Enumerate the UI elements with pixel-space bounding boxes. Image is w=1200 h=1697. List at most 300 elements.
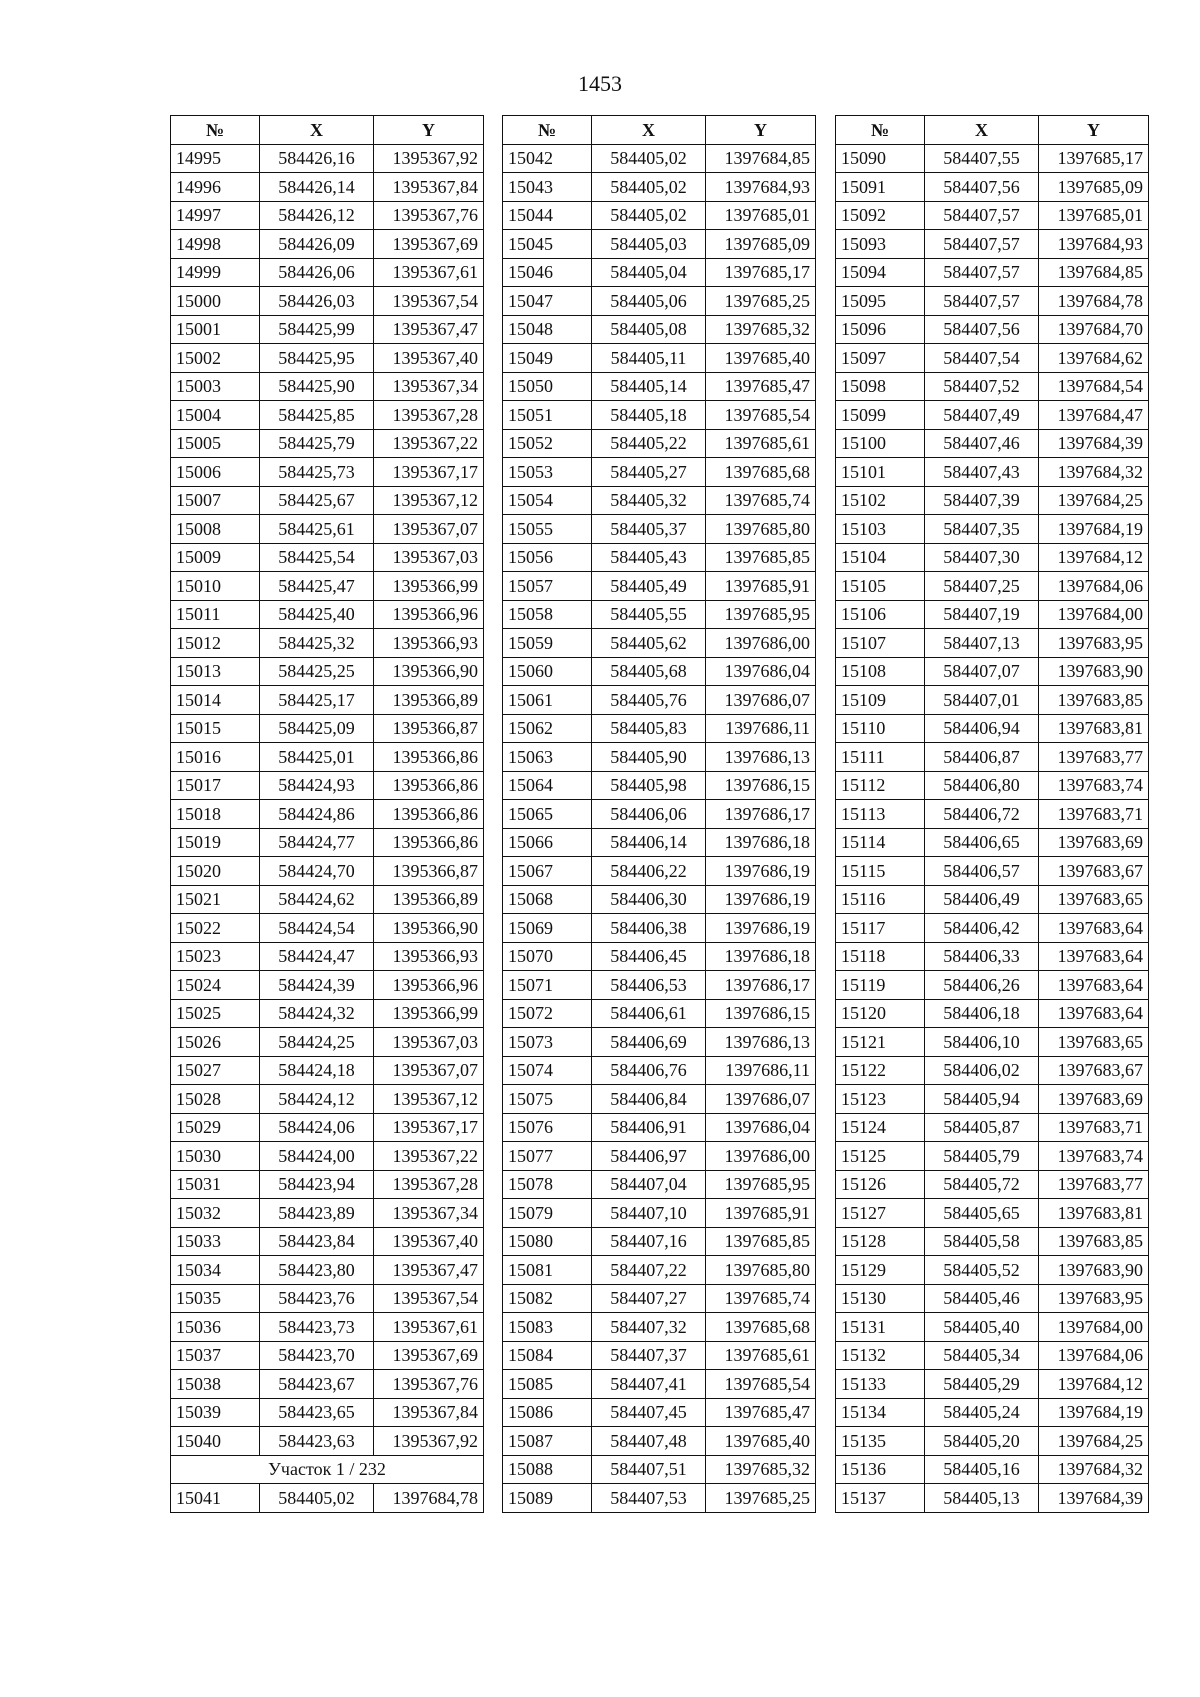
- x-coordinate-cell: 584407,22: [592, 1256, 706, 1285]
- table-row: [503, 714, 816, 743]
- x-coordinate-cell: 584426,09: [260, 230, 374, 259]
- x-coordinate-cell: 584405,52: [925, 1256, 1039, 1285]
- y-coordinate-cell: 1397684,19: [1039, 515, 1149, 544]
- y-coordinate-cell: 1395367,69: [374, 1341, 484, 1370]
- x-coordinate-cell: 584424,12: [260, 1085, 374, 1114]
- point-number-cell: 15050: [503, 372, 592, 401]
- x-coordinate-cell: 584405,32: [592, 486, 706, 515]
- table-row: [171, 372, 484, 401]
- y-coordinate-cell: 1397684,06: [1039, 1341, 1149, 1370]
- table-row: [171, 258, 484, 287]
- header-x: X: [925, 116, 1039, 145]
- x-coordinate-cell: 584424,77: [260, 828, 374, 857]
- point-number-cell: 15077: [503, 1142, 592, 1171]
- point-number-cell: 15133: [836, 1370, 925, 1399]
- y-coordinate-cell: 1397685,25: [706, 1484, 816, 1513]
- point-number-cell: 15041: [171, 1484, 260, 1513]
- point-number-cell: 15002: [171, 344, 260, 373]
- point-number-cell: 15072: [503, 999, 592, 1028]
- y-coordinate-cell: 1397684,00: [1039, 600, 1149, 629]
- point-number-cell: 15020: [171, 857, 260, 886]
- point-number-cell: 15012: [171, 629, 260, 658]
- table-row: [503, 914, 816, 943]
- table-row: [171, 1028, 484, 1057]
- y-coordinate-cell: 1397684,19: [1039, 1398, 1149, 1427]
- point-number-cell: 15058: [503, 600, 592, 629]
- point-number-cell: 15118: [836, 942, 925, 971]
- point-number-cell: 15017: [171, 771, 260, 800]
- point-number-cell: 15108: [836, 657, 925, 686]
- x-coordinate-cell: 584423,63: [260, 1427, 374, 1456]
- y-coordinate-cell: 1397684,47: [1039, 401, 1149, 430]
- table-row: [836, 372, 1149, 401]
- table-row: [836, 1085, 1149, 1114]
- y-coordinate-cell: 1397685,95: [706, 600, 816, 629]
- y-coordinate-cell: 1395366,99: [374, 999, 484, 1028]
- x-coordinate-cell: 584405,43: [592, 543, 706, 572]
- point-number-cell: 15074: [503, 1056, 592, 1085]
- x-coordinate-cell: 584405,40: [925, 1313, 1039, 1342]
- point-number-cell: 15004: [171, 401, 260, 430]
- x-coordinate-cell: 584406,33: [925, 942, 1039, 971]
- table-row: [503, 771, 816, 800]
- table-row: [171, 600, 484, 629]
- y-coordinate-cell: 1397684,70: [1039, 315, 1149, 344]
- table-row: [836, 686, 1149, 715]
- point-number-cell: 15015: [171, 714, 260, 743]
- point-number-cell: 15084: [503, 1341, 592, 1370]
- y-coordinate-cell: 1395367,34: [374, 1199, 484, 1228]
- x-coordinate-cell: 584424,32: [260, 999, 374, 1028]
- table-row: [503, 686, 816, 715]
- x-coordinate-cell: 584407,19: [925, 600, 1039, 629]
- x-coordinate-cell: 584406,02: [925, 1056, 1039, 1085]
- table-row: [171, 201, 484, 230]
- x-coordinate-cell: 584425,79: [260, 429, 374, 458]
- table-row: [171, 458, 484, 487]
- x-coordinate-cell: 584425,67: [260, 486, 374, 515]
- y-coordinate-cell: 1397683,69: [1039, 828, 1149, 857]
- x-coordinate-cell: 584407,35: [925, 515, 1039, 544]
- table-row: [171, 144, 484, 173]
- y-coordinate-cell: 1395367,84: [374, 173, 484, 202]
- x-coordinate-cell: 584407,57: [925, 258, 1039, 287]
- table-row: [171, 743, 484, 772]
- table-row: [503, 1113, 816, 1142]
- x-coordinate-cell: 584406,97: [592, 1142, 706, 1171]
- point-number-cell: 15128: [836, 1227, 925, 1256]
- y-coordinate-cell: 1397686,00: [706, 1142, 816, 1171]
- point-number-cell: 15000: [171, 287, 260, 316]
- y-coordinate-cell: 1397685,54: [706, 401, 816, 430]
- point-number-cell: 15073: [503, 1028, 592, 1057]
- point-number-cell: 15069: [503, 914, 592, 943]
- table-row: [836, 486, 1149, 515]
- x-coordinate-cell: 584407,48: [592, 1427, 706, 1456]
- point-number-cell: 15026: [171, 1028, 260, 1057]
- point-number-cell: 15090: [836, 144, 925, 173]
- y-coordinate-cell: 1397684,32: [1039, 1455, 1149, 1484]
- x-coordinate-cell: 584405,79: [925, 1142, 1039, 1171]
- y-coordinate-cell: 1397683,81: [1039, 714, 1149, 743]
- point-number-cell: 15023: [171, 942, 260, 971]
- y-coordinate-cell: 1397683,90: [1039, 657, 1149, 686]
- x-coordinate-cell: 584424,86: [260, 800, 374, 829]
- point-number-cell: 15081: [503, 1256, 592, 1285]
- y-coordinate-cell: 1397685,85: [706, 1227, 816, 1256]
- y-coordinate-cell: 1397686,13: [706, 743, 816, 772]
- x-coordinate-cell: 584423,89: [260, 1199, 374, 1228]
- x-coordinate-cell: 584407,04: [592, 1170, 706, 1199]
- coordinates-table-1: [170, 115, 484, 1513]
- x-coordinate-cell: 584424,39: [260, 971, 374, 1000]
- x-coordinate-cell: 584405,87: [925, 1113, 1039, 1142]
- table-row: [503, 629, 816, 658]
- x-coordinate-cell: 584406,45: [592, 942, 706, 971]
- table-row: [836, 1341, 1149, 1370]
- x-coordinate-cell: 584424,62: [260, 885, 374, 914]
- point-number-cell: 15068: [503, 885, 592, 914]
- x-coordinate-cell: 584405,16: [925, 1455, 1039, 1484]
- point-number-cell: 15107: [836, 629, 925, 658]
- point-number-cell: 15009: [171, 543, 260, 572]
- y-coordinate-cell: 1395366,93: [374, 629, 484, 658]
- x-coordinate-cell: 584407,07: [925, 657, 1039, 686]
- table-row: [503, 885, 816, 914]
- y-coordinate-cell: 1397685,91: [706, 572, 816, 601]
- table-row: [171, 486, 484, 515]
- x-coordinate-cell: 584405,08: [592, 315, 706, 344]
- x-coordinate-cell: 584407,25: [925, 572, 1039, 601]
- table-row: [836, 1398, 1149, 1427]
- point-number-cell: 15121: [836, 1028, 925, 1057]
- x-coordinate-cell: 584405,76: [592, 686, 706, 715]
- point-number-cell: 15093: [836, 230, 925, 259]
- point-number-cell: 15062: [503, 714, 592, 743]
- point-number-cell: 15091: [836, 173, 925, 202]
- table-row: [836, 857, 1149, 886]
- point-number-cell: 14996: [171, 173, 260, 202]
- y-coordinate-cell: 1397685,68: [706, 1313, 816, 1342]
- y-coordinate-cell: 1397685,61: [706, 429, 816, 458]
- table-row: [171, 173, 484, 202]
- y-coordinate-cell: 1397684,78: [374, 1484, 484, 1513]
- table-row: [171, 1370, 484, 1399]
- x-coordinate-cell: 584407,57: [925, 287, 1039, 316]
- point-number-cell: 15055: [503, 515, 592, 544]
- point-number-cell: 15124: [836, 1113, 925, 1142]
- table-row: [503, 372, 816, 401]
- table-row: [503, 1313, 816, 1342]
- y-coordinate-cell: 1397683,95: [1039, 629, 1149, 658]
- point-number-cell: 15035: [171, 1284, 260, 1313]
- point-number-cell: 15131: [836, 1313, 925, 1342]
- x-coordinate-cell: 584407,27: [592, 1284, 706, 1313]
- point-number-cell: 15120: [836, 999, 925, 1028]
- y-coordinate-cell: 1397685,74: [706, 1284, 816, 1313]
- y-coordinate-cell: 1397683,85: [1039, 686, 1149, 715]
- x-coordinate-cell: 584407,49: [925, 401, 1039, 430]
- table-row: [171, 287, 484, 316]
- point-number-cell: 14998: [171, 230, 260, 259]
- point-number-cell: 15043: [503, 173, 592, 202]
- table-row: [503, 857, 816, 886]
- table-row: [836, 1113, 1149, 1142]
- y-coordinate-cell: 1397684,93: [706, 173, 816, 202]
- point-number-cell: 15104: [836, 543, 925, 572]
- table-row: [171, 1056, 484, 1085]
- x-coordinate-cell: 584406,18: [925, 999, 1039, 1028]
- x-coordinate-cell: 584407,37: [592, 1341, 706, 1370]
- table-row: [836, 401, 1149, 430]
- coordinates-table-3: [835, 115, 1149, 1513]
- point-number-cell: 15082: [503, 1284, 592, 1313]
- x-coordinate-cell: 584426,06: [260, 258, 374, 287]
- x-coordinate-cell: 584425,73: [260, 458, 374, 487]
- page-number: 1453: [578, 71, 622, 96]
- point-number-cell: 15033: [171, 1227, 260, 1256]
- y-coordinate-cell: 1397685,09: [1039, 173, 1149, 202]
- x-coordinate-cell: 584425,95: [260, 344, 374, 373]
- table-row: [836, 1028, 1149, 1057]
- table-row: [171, 230, 484, 259]
- point-number-cell: 15070: [503, 942, 592, 971]
- y-coordinate-cell: 1395367,34: [374, 372, 484, 401]
- y-coordinate-cell: 1395367,76: [374, 201, 484, 230]
- point-number-cell: 15126: [836, 1170, 925, 1199]
- x-coordinate-cell: 584406,14: [592, 828, 706, 857]
- point-number-cell: 14997: [171, 201, 260, 230]
- table-row: [503, 201, 816, 230]
- table-row: [836, 515, 1149, 544]
- table-row: [836, 144, 1149, 173]
- table-row: [171, 1398, 484, 1427]
- point-number-cell: 15007: [171, 486, 260, 515]
- x-coordinate-cell: 584425,32: [260, 629, 374, 658]
- y-coordinate-cell: 1397686,15: [706, 771, 816, 800]
- y-coordinate-cell: 1397684,12: [1039, 1370, 1149, 1399]
- y-coordinate-cell: 1397686,19: [706, 885, 816, 914]
- x-coordinate-cell: 584407,16: [592, 1227, 706, 1256]
- y-coordinate-cell: 1397684,85: [1039, 258, 1149, 287]
- point-number-cell: 15134: [836, 1398, 925, 1427]
- x-coordinate-cell: 584405,72: [925, 1170, 1039, 1199]
- x-coordinate-cell: 584425,09: [260, 714, 374, 743]
- y-coordinate-cell: 1397686,04: [706, 1113, 816, 1142]
- y-coordinate-cell: 1397684,32: [1039, 458, 1149, 487]
- y-coordinate-cell: 1395367,92: [374, 144, 484, 173]
- y-coordinate-cell: 1395367,17: [374, 458, 484, 487]
- table-row: [503, 486, 816, 515]
- table-row: [503, 173, 816, 202]
- point-number-cell: 15067: [503, 857, 592, 886]
- y-coordinate-cell: 1397683,65: [1039, 885, 1149, 914]
- y-coordinate-cell: 1397686,00: [706, 629, 816, 658]
- table-row: [836, 572, 1149, 601]
- table-row: [503, 1227, 816, 1256]
- y-coordinate-cell: 1397683,64: [1039, 971, 1149, 1000]
- point-number-cell: 15057: [503, 572, 592, 601]
- table-row: [836, 429, 1149, 458]
- table-row: [503, 828, 816, 857]
- point-number-cell: 15044: [503, 201, 592, 230]
- y-coordinate-cell: 1397685,54: [706, 1370, 816, 1399]
- point-number-cell: 15111: [836, 743, 925, 772]
- y-coordinate-cell: 1397685,91: [706, 1199, 816, 1228]
- table-row: [836, 1056, 1149, 1085]
- y-coordinate-cell: 1397685,09: [706, 230, 816, 259]
- point-number-cell: 15022: [171, 914, 260, 943]
- table-row: [171, 714, 484, 743]
- point-number-cell: 15110: [836, 714, 925, 743]
- y-coordinate-cell: 1397685,47: [706, 372, 816, 401]
- point-number-cell: 15028: [171, 1085, 260, 1114]
- header-x: X: [592, 116, 706, 145]
- point-number-cell: 15101: [836, 458, 925, 487]
- table-row: [836, 600, 1149, 629]
- point-number-cell: 15094: [836, 258, 925, 287]
- point-number-cell: 15115: [836, 857, 925, 886]
- y-coordinate-cell: 1395367,07: [374, 1056, 484, 1085]
- x-coordinate-cell: 584424,00: [260, 1142, 374, 1171]
- y-coordinate-cell: 1395367,03: [374, 543, 484, 572]
- table-row: [171, 686, 484, 715]
- table-row: [171, 401, 484, 430]
- y-coordinate-cell: 1395367,03: [374, 1028, 484, 1057]
- table-row: [836, 942, 1149, 971]
- table-row: [503, 344, 816, 373]
- x-coordinate-cell: 584423,80: [260, 1256, 374, 1285]
- point-number-cell: 15047: [503, 287, 592, 316]
- y-coordinate-cell: 1397686,13: [706, 1028, 816, 1057]
- point-number-cell: 15031: [171, 1170, 260, 1199]
- x-coordinate-cell: 584424,18: [260, 1056, 374, 1085]
- header-number: №: [503, 116, 592, 145]
- x-coordinate-cell: 584405,14: [592, 372, 706, 401]
- x-coordinate-cell: 584425,25: [260, 657, 374, 686]
- table-row: [836, 1455, 1149, 1484]
- x-coordinate-cell: 584424,93: [260, 771, 374, 800]
- x-coordinate-cell: 584407,46: [925, 429, 1039, 458]
- table-row: [171, 885, 484, 914]
- point-number-cell: 15078: [503, 1170, 592, 1199]
- table-row: [836, 657, 1149, 686]
- point-number-cell: 15088: [503, 1455, 592, 1484]
- point-number-cell: 15053: [503, 458, 592, 487]
- x-coordinate-cell: 584405,27: [592, 458, 706, 487]
- x-coordinate-cell: 584407,01: [925, 686, 1039, 715]
- y-coordinate-cell: 1397686,19: [706, 914, 816, 943]
- x-coordinate-cell: 584406,10: [925, 1028, 1039, 1057]
- table-row: [503, 1370, 816, 1399]
- table-row: [171, 999, 484, 1028]
- x-coordinate-cell: 584405,98: [592, 771, 706, 800]
- point-number-cell: 15096: [836, 315, 925, 344]
- y-coordinate-cell: 1395367,28: [374, 401, 484, 430]
- x-coordinate-cell: 584405,20: [925, 1427, 1039, 1456]
- table-row: [171, 315, 484, 344]
- y-coordinate-cell: 1397683,74: [1039, 771, 1149, 800]
- y-coordinate-cell: 1395366,90: [374, 657, 484, 686]
- point-number-cell: 15030: [171, 1142, 260, 1171]
- y-coordinate-cell: 1397684,39: [1039, 1484, 1149, 1513]
- point-number-cell: 15008: [171, 515, 260, 544]
- y-coordinate-cell: 1397684,06: [1039, 572, 1149, 601]
- y-coordinate-cell: 1397684,85: [706, 144, 816, 173]
- y-coordinate-cell: 1397683,90: [1039, 1256, 1149, 1285]
- point-number-cell: 15119: [836, 971, 925, 1000]
- x-coordinate-cell: 584424,25: [260, 1028, 374, 1057]
- table-row: [503, 1085, 816, 1114]
- x-coordinate-cell: 584406,61: [592, 999, 706, 1028]
- point-number-cell: 15106: [836, 600, 925, 629]
- y-coordinate-cell: 1395366,86: [374, 800, 484, 829]
- y-coordinate-cell: 1397685,61: [706, 1341, 816, 1370]
- table-row: [503, 572, 816, 601]
- table-row: [503, 1341, 816, 1370]
- x-coordinate-cell: 584407,56: [925, 315, 1039, 344]
- y-coordinate-cell: 1397685,01: [706, 201, 816, 230]
- y-coordinate-cell: 1397686,07: [706, 1085, 816, 1114]
- x-coordinate-cell: 584406,06: [592, 800, 706, 829]
- table-row: [836, 999, 1149, 1028]
- x-coordinate-cell: 584407,32: [592, 1313, 706, 1342]
- table-row: [836, 885, 1149, 914]
- table-row: [503, 1455, 816, 1484]
- table-row: [836, 1227, 1149, 1256]
- x-coordinate-cell: 584405,49: [592, 572, 706, 601]
- y-coordinate-cell: 1395367,22: [374, 1142, 484, 1171]
- point-number-cell: 15135: [836, 1427, 925, 1456]
- x-coordinate-cell: 584406,26: [925, 971, 1039, 1000]
- x-coordinate-cell: 584407,41: [592, 1370, 706, 1399]
- y-coordinate-cell: 1395366,96: [374, 600, 484, 629]
- table-row: [836, 543, 1149, 572]
- point-number-cell: 15046: [503, 258, 592, 287]
- y-coordinate-cell: 1397685,80: [706, 515, 816, 544]
- table-row: [836, 287, 1149, 316]
- x-coordinate-cell: 584425,01: [260, 743, 374, 772]
- x-coordinate-cell: 584425,47: [260, 572, 374, 601]
- y-coordinate-cell: 1397683,67: [1039, 1056, 1149, 1085]
- table-row: [503, 942, 816, 971]
- y-coordinate-cell: 1395366,86: [374, 771, 484, 800]
- y-coordinate-cell: 1395366,87: [374, 857, 484, 886]
- point-number-cell: 15060: [503, 657, 592, 686]
- y-coordinate-cell: 1397685,32: [706, 315, 816, 344]
- table-row: [171, 543, 484, 572]
- point-number-cell: 15011: [171, 600, 260, 629]
- x-coordinate-cell: 584405,02: [592, 201, 706, 230]
- x-coordinate-cell: 584405,02: [592, 144, 706, 173]
- y-coordinate-cell: 1395366,86: [374, 743, 484, 772]
- point-number-cell: 15066: [503, 828, 592, 857]
- point-number-cell: 15042: [503, 144, 592, 173]
- y-coordinate-cell: 1395367,69: [374, 230, 484, 259]
- y-coordinate-cell: 1395367,84: [374, 1398, 484, 1427]
- x-coordinate-cell: 584406,42: [925, 914, 1039, 943]
- table-row: [171, 1341, 484, 1370]
- y-coordinate-cell: 1397683,67: [1039, 857, 1149, 886]
- x-coordinate-cell: 584407,54: [925, 344, 1039, 373]
- table-row: [171, 857, 484, 886]
- y-coordinate-cell: 1397684,39: [1039, 429, 1149, 458]
- point-number-cell: 15010: [171, 572, 260, 601]
- table-row: [836, 201, 1149, 230]
- header-number: №: [836, 116, 925, 145]
- table-row: [503, 458, 816, 487]
- y-coordinate-cell: 1395367,07: [374, 515, 484, 544]
